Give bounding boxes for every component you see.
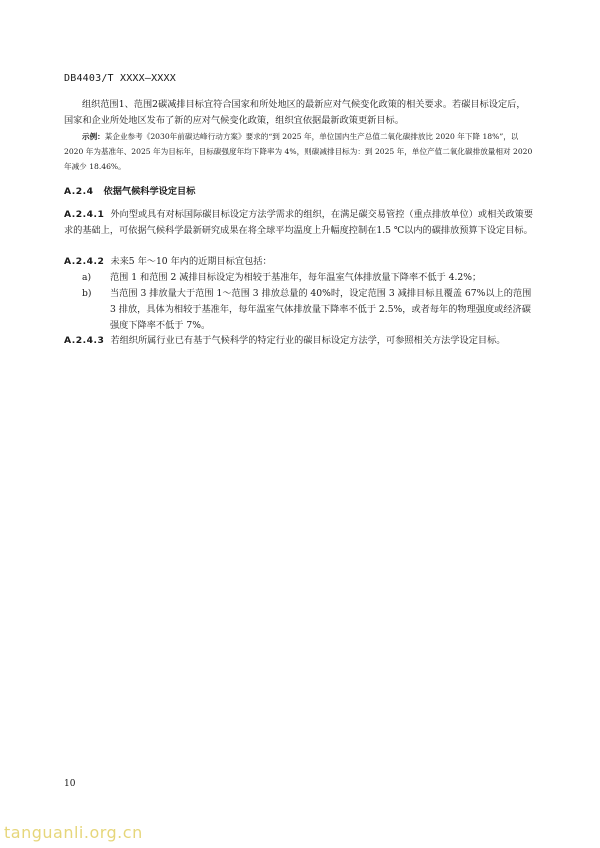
- clause-a242: [64, 254, 534, 270]
- section-title: 依据气候科学设定目标: [103, 186, 196, 197]
- example-label: 示例：: [82, 132, 105, 141]
- standard-code: DB4403/T XXXX—XXXX: [64, 73, 176, 84]
- page-number: 10: [64, 779, 76, 789]
- clause-number: A.2.4.2: [64, 256, 105, 267]
- list-item-a: [82, 270, 534, 286]
- section-number: A.2.4: [64, 186, 94, 197]
- section-heading: [64, 183, 195, 197]
- list-item-text: 范围 1 和范围 2 减排目标设定为相较于基准年，每年温室气体排放量下降率不低于 4.2%；: [110, 272, 482, 283]
- list-item-label: b): [82, 288, 92, 299]
- clause-text: 若组织所属行业已有基于气候科学的特定行业的碳目标设定方法学，可参照相关方法学设定目标。: [110, 335, 506, 346]
- clause-number: A.2.4.3: [64, 335, 105, 346]
- list-item-b: [82, 286, 534, 334]
- clause-a243: [64, 333, 534, 349]
- watermark: tanguanli.org.cn: [4, 823, 143, 842]
- list-item-label: a): [82, 272, 92, 283]
- list-item-text: 当范围 3 排放量大于范围 1～范围 3 排放总量的 40%时，设定范围 3 减排目标且覆盖 67%以上的范围 3 排放，具体为相较于基准年，每年温室气体排放量下降率不低于 2.5%，或者每年的物理强度或经济碳强度下降率不低于 7%。: [110, 288, 532, 331]
- clause-number: A.2.4.1: [64, 209, 105, 220]
- clause-text: 外向型或具有对标国际碳目标设定方法学需求的组织，在满足碳交易管控（重点排放单位）或相关政策要求的基础上，可依据气候科学最新研究成果在将全球平均温度上升幅度控制在1.5 ℃以内的碳排放预算下设定目标。: [64, 209, 534, 236]
- clause-a241: [64, 207, 534, 239]
- example-text: 某企业参考《2030年前碳达峰行动方案》要求的“到 2025 年，单位国内生产总值二氧化碳排放比 2020 年下降 18%”，以 2020 年为基准年、2025 年为目标年，目标碳强度年均下降率为 4%，则碳减排目标为：到 2025 年，单位产值二氧化碳排放量相对 2020 年减少 18.46%。: [64, 132, 533, 171]
- clause-text: 未来5 年～10 年内的近期目标宜包括：: [110, 256, 272, 267]
- example-note: [64, 129, 534, 174]
- paragraph-scope-policy: 组织范围1、范围2碳减排目标宜符合国家和所处地区的最新应对气候变化政策的相关要求。若碳目标设定后，国家和企业所处地区发布了新的应对气候变化政策，组织宜依据最新政策更新目标。: [64, 99, 526, 126]
- header-rule: [64, 89, 536, 90]
